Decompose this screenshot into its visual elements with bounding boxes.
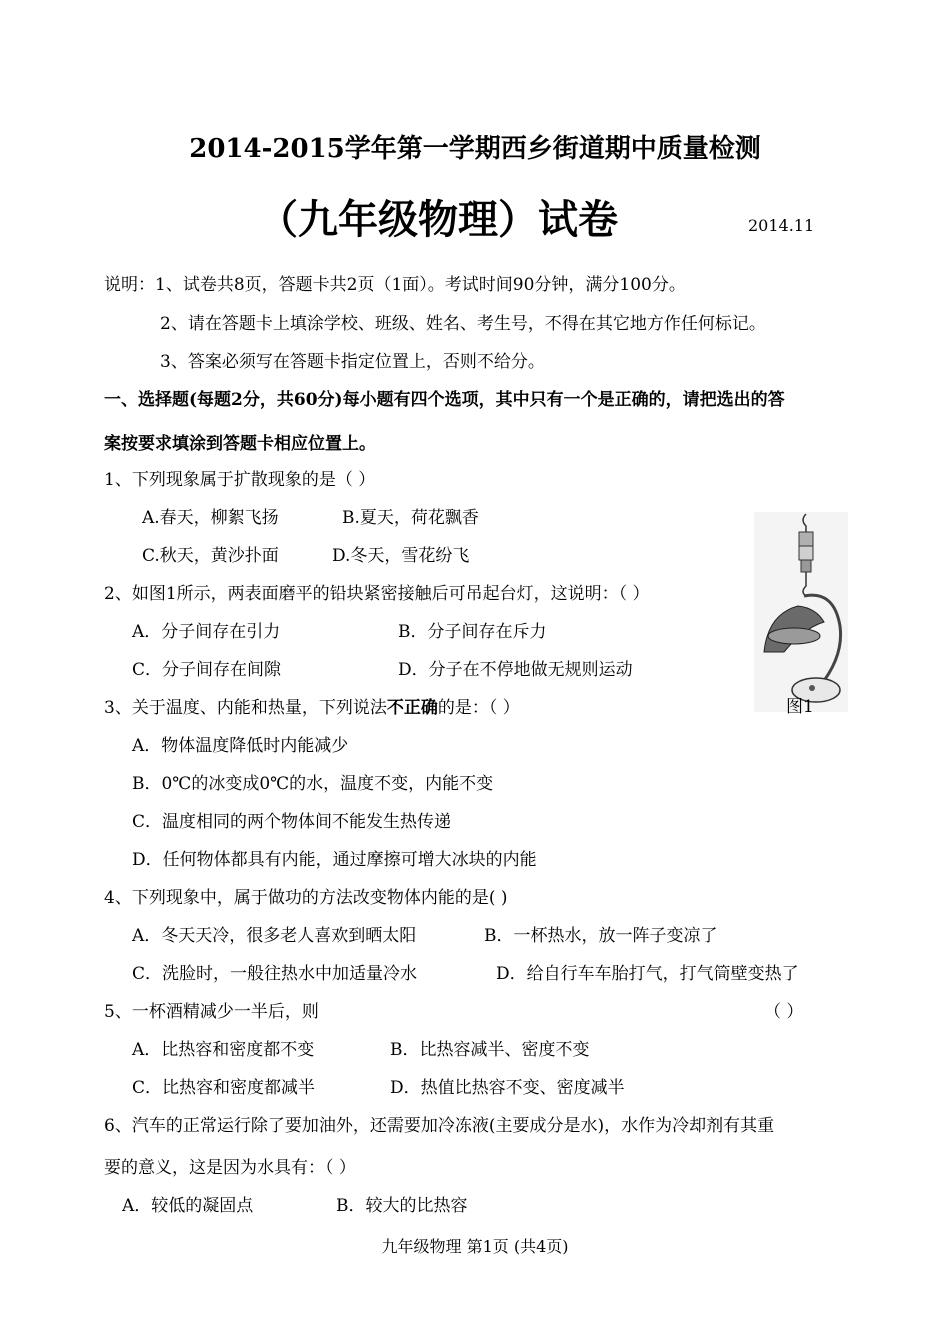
q3-stem xyxy=(104,693,520,718)
q4-stem: 4、下列现象中，属于做功的方法改变物体内能的是( ) xyxy=(104,888,508,908)
q4-option-b: B．一杯热水，放一阵子变凉了 xyxy=(484,926,718,946)
note-1: 说明：1、试卷共8页，答题卡共2页（1面）。考试时间90分钟，满分100分。 xyxy=(104,275,686,295)
q5-option-d: D．热值比热容不变、密度减半 xyxy=(390,1078,625,1098)
q6-stem-line-1: 6、汽车的正常运行除了要加油外，还需要加冷冻液(主要成分是水)，水作为冷却剂有其重 xyxy=(104,1116,775,1136)
q3-option-d: D．任何物体都具有内能，通过摩擦可增大冰块的内能 xyxy=(132,850,537,870)
q3-stem-emphasis: 不正确 xyxy=(386,698,438,718)
q3-option-a: A．物体温度降低时内能减少 xyxy=(132,736,349,756)
q1-option-b: B.夏天，荷花飘香 xyxy=(342,508,479,528)
q2-option-a: A．分子间存在引力 xyxy=(132,622,281,642)
exam-title: 2014-2015学年第一学期西乡街道期中质量检测 xyxy=(189,134,761,164)
q3-option-b: B．0℃的冰变成0℃的水，温度不变，内能不变 xyxy=(132,774,494,794)
q5-option-c: C．比热容和密度都减半 xyxy=(132,1078,316,1098)
q1-option-c: C.秋天，黄沙扑面 xyxy=(142,546,279,566)
q3-option-c: C．温度相同的两个物体间不能发生热传递 xyxy=(132,812,452,832)
q3-stem-start: 3、关于温度、内能和热量，下列说法 xyxy=(104,698,387,718)
section-heading-line-1: 一、选择题(每题2分，共60分)每小题有四个选项，其中只有一个是正确的，请把选出的答 xyxy=(104,390,785,410)
q6-stem-line-2: 要的意义，这是因为水具有：（ ） xyxy=(104,1158,356,1178)
exam-date: 2014.11 xyxy=(748,216,815,235)
q2-option-b: B．分子间存在斥力 xyxy=(398,622,547,642)
q4-option-c: C．洗脸时，一般往热水中加适量冷水 xyxy=(132,964,418,984)
q4-option-d: D．给自行车车胎打气，打气筒壁变热了 xyxy=(496,964,799,984)
section-heading-line-2: 案按要求填涂到答题卡相应位置上。 xyxy=(104,434,376,454)
note-2: 2、请在答题卡上填涂学校、班级、姓名、考生号，不得在其它地方作任何标记。 xyxy=(160,314,766,334)
q2-option-c: C．分子间存在间隙 xyxy=(132,660,282,680)
q1-option-a: A.春天，柳絮飞扬 xyxy=(142,508,279,528)
q5-option-a: A．比热容和密度都不变 xyxy=(132,1040,315,1060)
q2-option-d: D．分子在不停地做无规则运动 xyxy=(398,660,633,680)
exam-subtitle: （九年级物理）试卷 xyxy=(258,196,618,243)
lamp-lead-blocks-icon xyxy=(754,512,848,712)
q6-option-b: B．较大的比热容 xyxy=(336,1196,468,1216)
q1-stem: 1、下列现象属于扩散现象的是（ ） xyxy=(104,470,376,490)
q5-answer-bracket: （ ） xyxy=(764,1002,804,1022)
q5-option-b: B．比热容减半、密度不变 xyxy=(390,1040,590,1060)
note-3: 3、答案必须写在答题卡指定位置上，否则不给分。 xyxy=(160,352,545,372)
q5-stem: 5、一杯酒精减少一半后，则 xyxy=(104,1002,319,1022)
q3-stem-end: 的是：（ ） xyxy=(437,698,520,718)
page-footer: 九年级物理 第1页 (共4页) xyxy=(381,1237,569,1256)
q2-stem: 2、如图1所示，两表面磨平的铅块紧密接触后可吊起台灯，这说明：（ ） xyxy=(104,584,650,604)
q1-option-d: D.冬天，雪花纷飞 xyxy=(332,546,470,566)
figure-1-lamp-illustration xyxy=(754,512,848,712)
q6-option-a: A．较低的凝固点 xyxy=(122,1196,254,1216)
q4-option-a: A．冬天天冷，很多老人喜欢到晒太阳 xyxy=(132,926,417,946)
figure-1-caption: 图1 xyxy=(786,697,814,717)
